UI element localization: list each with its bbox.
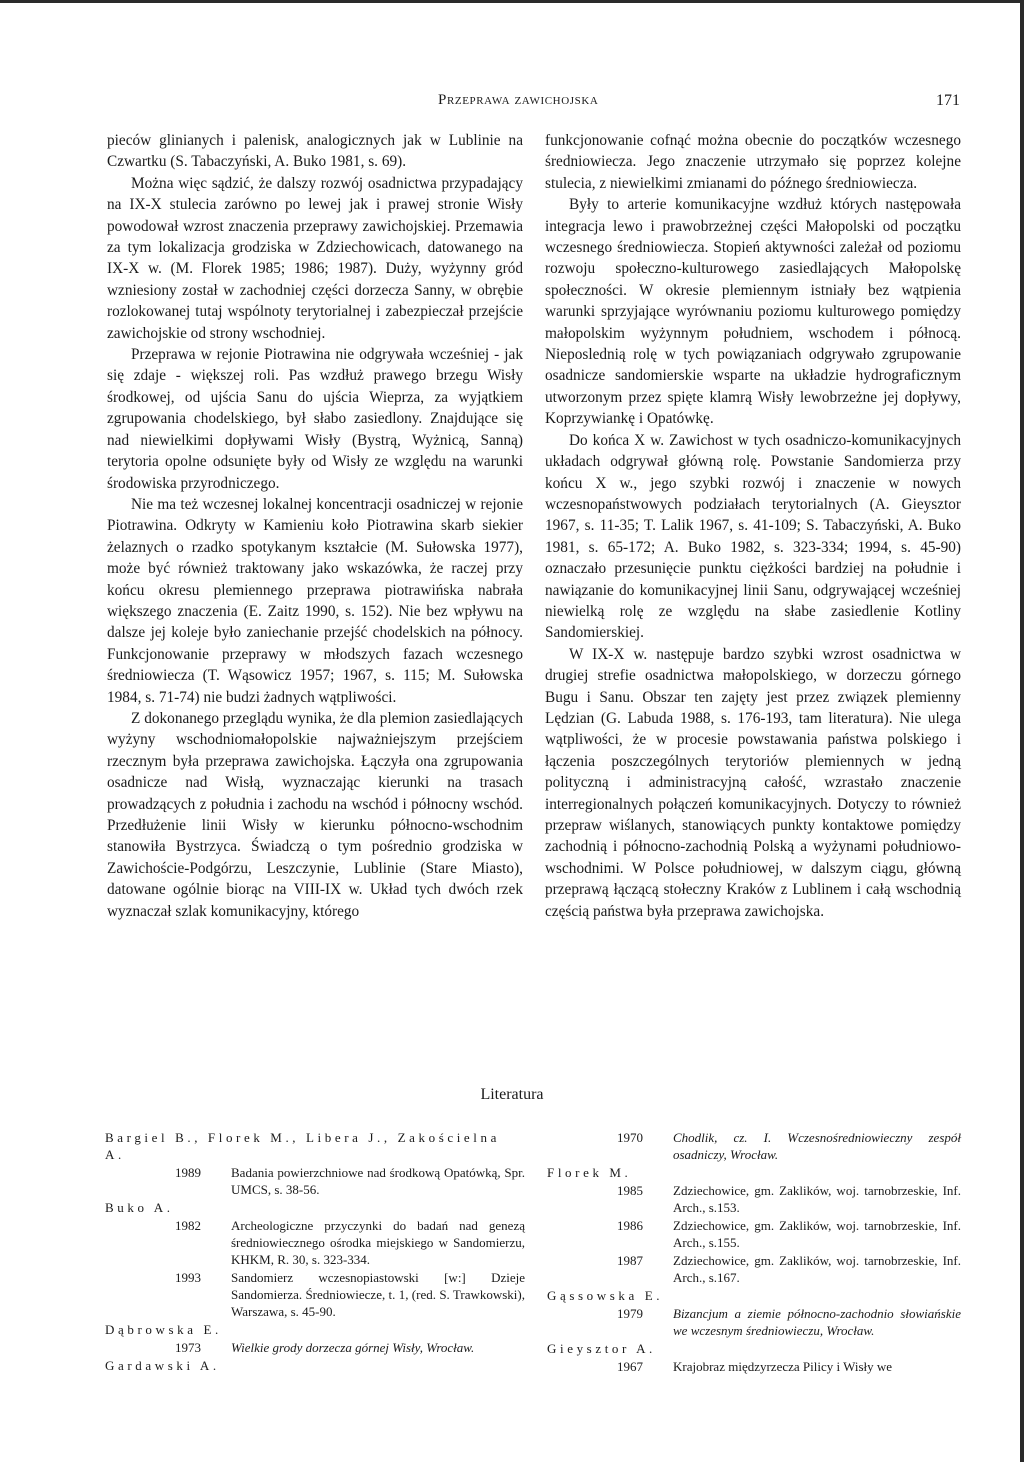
bib-entry bbox=[105, 1217, 525, 1268]
bib-author: Gardawski A. bbox=[105, 1358, 220, 1373]
bib-author: Dąbrowska E. bbox=[105, 1322, 222, 1337]
paragraph: Były to arterie komunikacyjne wzdłuż których następowała integracja lewo i prawobrzeżnej części Małopolski od początku wczesnego średniowiecza. Stopień aktywności zależał od poziomu rozwoju społeczno-kulturowego zasiedlających Małopolskę społeczności. W okresie plemiennym istniały bez wątpienia warunki sprzyjające wyrównaniu poziomu kulturowego pomiędzy małopolskim wyżynnym południem, wschodem i północą. Nieposlednią rolę w tych powiązaniach odgrywało zgrupowanie osadnicze sandomierskie wsparte na układzie hydrograficznym utworzonym przez spięte klamrą Wisły lewobrzeżne jej dopływy, Koprzywiankę i Opatówkę. bbox=[545, 196, 961, 428]
bib-entry bbox=[547, 1182, 961, 1216]
paragraph: Można więc sądzić, że dalszy rozwój osadnictwa przypadający na IX-X stulecia zarówno po lewej jak i prawej stronie Wisły powodował wzrost znaczenia przeprawy zawichojskiej. Przemawia za tym lokalizacja grodziska w Zdziechowicach, datowanego na IX-X w. (M. Florek 1985; 1986; 1987). Duży, wyżynny gród wzniesiony został w zachodniej części dorzecza Sanny, w obrębie rozlokowanej tutaj wspólnoty terytorialnej i zabezpieczał przejście zawichojskie od strony wschodniej. bbox=[107, 174, 523, 342]
bib-author: Gąssowska E. bbox=[547, 1288, 664, 1303]
bib-title: Zdziechowice, gm. Zaklików, woj. tarnobrzeskie, Inf. Arch., s.153. bbox=[673, 1183, 961, 1215]
bib-entry bbox=[547, 1358, 961, 1375]
bibliography-right bbox=[547, 1128, 961, 1375]
bib-title: Zdziechowice, gm. Zaklików, woj. tarnobrzeskie, Inf. Arch., s.155. bbox=[673, 1218, 961, 1250]
bib-year: 1982 bbox=[175, 1218, 201, 1233]
paragraph: funkcjonowanie cofnąć można obecnie do początków wczesnego średniowiecza. Jego znaczenie utrzymało się poprzez kolejne stulecia, z niewielkimi zmianami do późnego średniowiecza. bbox=[545, 132, 961, 192]
bib-entry bbox=[105, 1164, 525, 1198]
bib-year: 1989 bbox=[175, 1165, 201, 1180]
top-border bbox=[0, 0, 1024, 3]
paragraph: Przeprawa w rejonie Piotrawina nie odgrywała wcześniej - jak się zdaje - większej roli. Pas wzdłuż prawego brzegu Wisły środkowej, od ujścia Sanu do ujścia Wieprza, za wyjątkiem zgrupowania chodelskiego, był słabo zasiedlony. Znajdujące się nad niewielkimi dopływami Wisły (Bystrą, Wyżnicą, Sanną) terytoria opolne odsunięte były od Wisły ze względu na warunki środowiska przyrodniczego. bbox=[107, 346, 523, 492]
bib-title: Chodlik, cz. I. Wczesnośredniowieczny zespół osadniczy, Wrocław. bbox=[673, 1130, 961, 1162]
right-border bbox=[1020, 0, 1024, 1462]
bib-author: Buko A. bbox=[105, 1200, 174, 1215]
bib-year: 1985 bbox=[617, 1183, 643, 1198]
paragraph: Z dokonanego przeglądu wynika, że dla plemion zasiedlających wyżyny wschodniomałopolskie najważniejszym przejściem rzecznym była przeprawa zawichojska. Łączyła ona zgrupowania osadnicze nad Wisłą, wyznaczając kierunki na trasach prowadzących z południa i zachodu na wschód i północny wschód. Przedłużenie linii Wisły w kierunku północno-wschodnim stanowiła Bystrzyca. Świadczą o tym pośrednio grodziska w Zawichoście-Podgórzu, Leszczynie, Lublinie (Stare Miasto), datowane ogólnie biorąc na VIII-IX w. Układ tych dwóch rzek wyznaczał szlak komunikacyjny, którego bbox=[107, 709, 523, 920]
bib-year: 1967 bbox=[617, 1359, 643, 1374]
bib-title: Sandomierz wczesnopiastowski [w:] Dzieje Sandomierza. Średniowiecze, t. 1, (red. S. Trawkowski), Warszawa, s. 45-90. bbox=[231, 1270, 525, 1319]
bib-title: Wielkie grody dorzecza górnej Wisły, Wrocław. bbox=[231, 1340, 475, 1355]
bib-title: Zdziechowice, gm. Zaklików, woj. tarnobrzeskie, Inf. Arch., s.167. bbox=[673, 1253, 961, 1285]
bib-year: 1970 bbox=[617, 1130, 643, 1145]
bib-year: 1993 bbox=[175, 1270, 201, 1285]
bib-year: 1979 bbox=[617, 1306, 643, 1321]
paragraph: Do końca X w. Zawichost w tych osadniczo-komunikacyjnych układach odgrywał główną rolę. Powstanie Sandomierza przy końcu X w., jego szybki rozwój i znaczenie w nowych wczesnopaństwowych podziałach terytorialnych (A. Gieysztor 1967, s. 11-35; T. Lalik 1967, s. 41-109; S. Tabaczyński, A. Buko 1981, s. 65-172; A. Buko 1982, s. 323-334; 1994, s. 45-90) oznaczało przesunięcie punktu ciężkości bardziej na południe i nawiązanie do komunikacyjnej linii Sanu, odgrywającej wcześniej niewielką rolę ze względu na słabe zasiedlenie Kotliny Sandomierskiej. bbox=[545, 431, 961, 642]
bib-title: Krajobraz międzyrzecza Pilicy i Wisły we bbox=[673, 1359, 893, 1374]
bib-author: Bargiel B., Florek M., Libera J., Zakościelna A. bbox=[105, 1130, 500, 1162]
bib-year: 1973 bbox=[175, 1340, 201, 1355]
bib-year: 1986 bbox=[617, 1218, 643, 1233]
bib-author: Gieysztor A. bbox=[547, 1341, 656, 1356]
bib-entry bbox=[547, 1217, 961, 1251]
paragraph: pieców glinianych i palenisk, analogicznych jak w Lublinie na Czwartku (S. Tabaczyński, A. Buko 1981, s. 69). bbox=[107, 132, 523, 171]
bib-title: Bizancjum a ziemie północno-zachodnio słowiańskie we wczesnym średniowieczu, Wrocław. bbox=[673, 1306, 961, 1338]
bib-title: Archeologiczne przyczynki do badań nad genezą średniowiecznego ośrodka miejskiego w Sandomierzu, KHKM, R. 30, s. 323-334. bbox=[231, 1218, 525, 1267]
left-text-column bbox=[107, 130, 523, 922]
paragraph: W IX-X w. następuje bardzo szybki wzrost osadnictwa w drugiej strefie osadnictwa małopolskiego, w dorzeczu górnego Bugu i Sanu. Obszar ten zajęty jest przez związek plemienny Lędzian (G. Labuda 1988, s. 176-193, tam literatura). Nie ulega wątpliwości, że w procesie powstawania państwa polskiego i łączenia poszczególnych terytoriów plemiennych w jedną polityczną i administracyjną całość, wzrastało znaczenie interregionalnych połączeń komunikacyjnych. Dotyczy to również przepraw wiślanych, stanowiących punkty kontaktowe pomiędzy zachodnią i północno-zachodnią Polską a wyżynami południowo-wschodnimi. W Polsce południowej, w dalszym ciągu, główną przeprawą łączącą stołeczny Kraków z Lublinem i całą wschodnią częścią państwa była przeprawa zawichojska. bbox=[545, 645, 961, 920]
bib-entry bbox=[105, 1339, 525, 1356]
literature-heading: Literatura bbox=[480, 1086, 544, 1103]
page-number: 171 bbox=[936, 92, 960, 109]
bib-entry bbox=[547, 1129, 961, 1163]
bib-entry bbox=[105, 1269, 525, 1320]
bib-entry bbox=[547, 1305, 961, 1339]
paragraph: Nie ma też wczesnej lokalnej koncentracji osadniczej w rejonie Piotrawina. Odkryty w Kamieniu koło Piotrawina skarb siekier żelaznych o rzadko spotykanym kształcie (M. Sułowska 1977), może być również traktowany jako wskazówka, że raczej przy końcu okresu plemiennego przeprawa piotrawińska nabrała większego znaczenia (E. Zaitz 1990, s. 152). Nie bez wpływu na dalsze jej koleje było zaniechanie przejść chodelskich na północy. Funkcjonowanie przeprawy w młodszych fazach wczesnego średniowiecza (T. Wąsowicz 1957; 1967, s. 115; M. Sułowska 1984, s. 71-74) nie budzi żadnych wątpliwości. bbox=[107, 495, 523, 706]
bib-year: 1987 bbox=[617, 1253, 643, 1268]
bib-entry bbox=[547, 1252, 961, 1286]
bib-title: Badania powierzchniowe nad środkową Opatówką, Spr. UMCS, s. 38-56. bbox=[231, 1165, 525, 1197]
running-head: Przeprawa zawichojska bbox=[438, 92, 599, 108]
bibliography-left bbox=[105, 1128, 525, 1374]
bib-author: Florek M. bbox=[547, 1165, 632, 1180]
right-text-column bbox=[545, 130, 961, 922]
